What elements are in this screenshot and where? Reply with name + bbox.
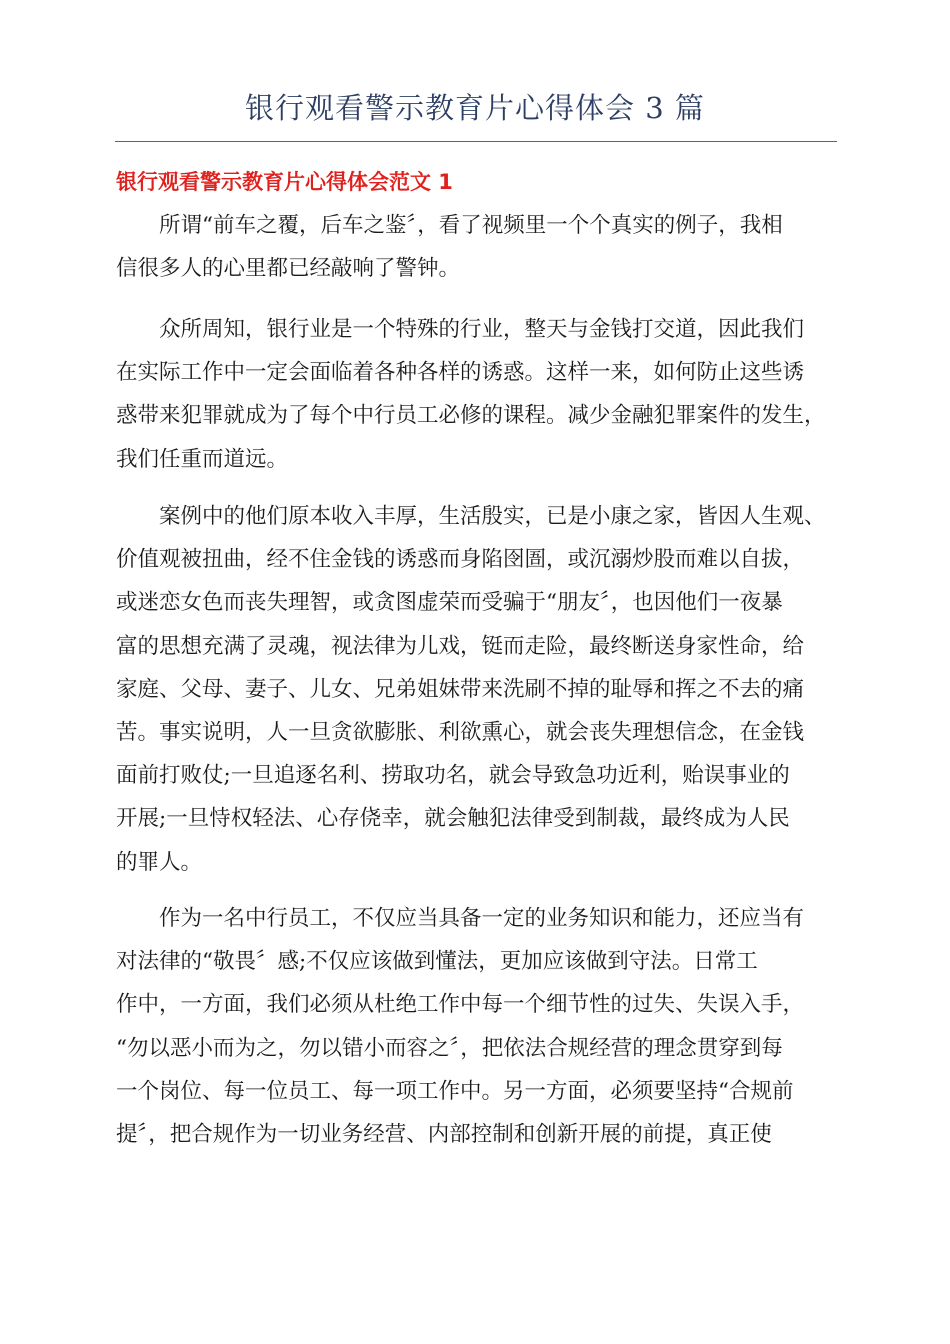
paragraph-4 (116, 897, 841, 1156)
text-line: 所谓“前车之覆，后车之鉴〞，看了视频里一个个真实的例子，我相 (116, 213, 783, 238)
text-line: 苦。事实说明，人一旦贪欲膨胀、利欲熏心，就会丧失理想信念，在金钱 (116, 719, 805, 745)
text-line: “勿以恶小而为之，勿以错小而容之〞，把依法合规经营的理念贯穿到每 (116, 1035, 783, 1061)
document-title: 银行观看警示教育片心得体会 3 篇 (245, 91, 705, 125)
text-line: 提〞，把合规作为一切业务经营、内部控制和创新开展的前提，真正使 (116, 1121, 772, 1147)
paragraph-3 (116, 495, 841, 884)
text-line: 作中，一方面，我们必须从杜绝工作中每一个细节性的过失、失误入手， (116, 992, 805, 1018)
text-line: 的罪人。 (116, 849, 203, 875)
text-line: 对法律的“敬畏〞感;不仅应该做到懂法，更加应该做到守法。日常工 (116, 949, 758, 975)
text-line: 我们任重而道远。 (116, 446, 289, 472)
text-line: 面前打败仗;一旦追逐名利、捞取功名，就会导致急功近利，贻误事业的 (116, 763, 790, 789)
text-line: 一个岗位、每一位员工、每一项工作中。另一方面，必须要坚持“合规前 (116, 1078, 794, 1104)
section-heading: 银行观看警示教育片心得体会范文 1 (116, 170, 453, 194)
text-line: 价值观被扭曲，经不住金钱的诱惑而身陷囹圄，或沉溺炒股而难以自拔， (116, 547, 805, 573)
text-line: 案例中的他们原本收入丰厚，生活殷实，已是小康之家，皆因人生观、 (116, 504, 826, 529)
text-line: 家庭、父母、妻子、儿女、兄弟姐妹带来洗刷不掉的耻辱和挥之不去的痛 (116, 676, 805, 702)
text-line: 信很多人的心里都已经敲响了警钟。 (116, 256, 461, 282)
text-line: 或迷恋女色而丧失理智，或贪图虚荣而受骗于“朋友〞，也因他们一夜暴 (116, 590, 783, 616)
paragraph-2 (116, 308, 841, 481)
text-line: 作为一名中行员工，不仅应当具备一定的业务知识和能力，还应当有 (116, 906, 805, 931)
title-divider (115, 141, 837, 142)
text-line: 众所周知，银行业是一个特殊的行业，整天与金钱打交道，因此我们 (116, 317, 805, 342)
text-line: 惑带来犯罪就成为了每个中行员工必修的课程。减少金融犯罪案件的发生， (116, 403, 826, 429)
paragraph-1 (116, 204, 841, 290)
text-line: 富的思想充满了灵魂，视法律为儿戏，铤而走险，最终断送身家性命，给 (116, 633, 805, 659)
text-line: 开展;一旦恃权轻法、心存侥幸，就会触犯法律受到制裁，最终成为人民 (116, 806, 790, 832)
text-line: 在实际工作中一定会面临着各种各样的诱惑。这样一来，如何防止这些诱 (116, 360, 805, 386)
